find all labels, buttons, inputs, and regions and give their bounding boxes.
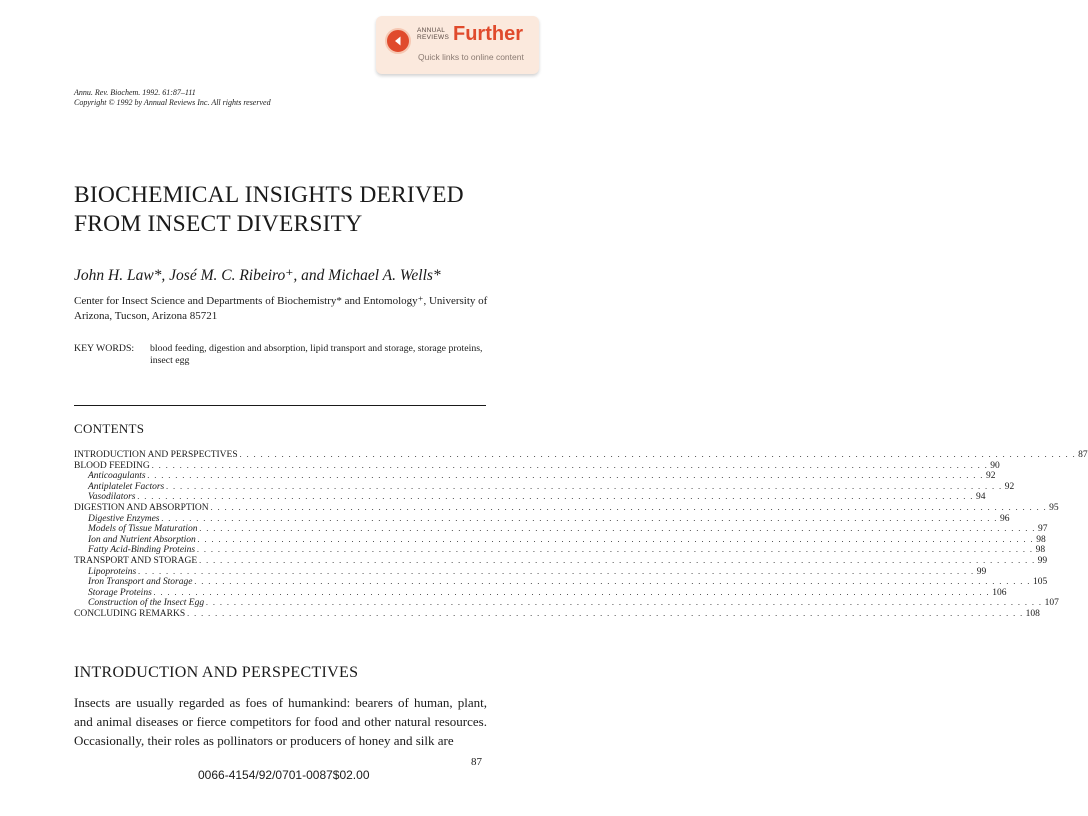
- divider: [74, 405, 486, 406]
- toc-entry-label: Lipoproteins: [88, 566, 137, 577]
- toc-entry[interactable]: [74, 513, 1010, 525]
- article-title: [74, 181, 464, 239]
- toc-entry-page: 98: [1036, 534, 1046, 545]
- toc-entry-label: Fatty Acid-Binding Proteins: [88, 545, 196, 556]
- toc-entry-label: Antiplatelet Factors: [88, 481, 165, 492]
- title-line-1: BIOCHEMICAL INSIGHTS DERIVED: [74, 182, 464, 208]
- annual-reviews-logo: [417, 27, 449, 41]
- journal-line-1: Annu. Rev. Biochem. 1992. 61:87–111: [74, 88, 196, 97]
- toc-entry[interactable]: [74, 555, 1048, 567]
- toc-entry[interactable]: [74, 587, 1007, 599]
- toc-leader-dots: . . . . . . . . . . . . . . . . . . . . . . . . . . . . . . . . . . . . . . . . . . . . . . . . . . . . . . . . . . . . . . . . . . . . . . . . . . . . . . . . . . . . . . . . . . . . . . . . . . . . . . . . . . . . . . . . . . . . . . . .: [153, 587, 991, 597]
- toc-entry[interactable]: [74, 502, 1059, 514]
- toc-entry-page: 99: [976, 566, 987, 577]
- toc-entry-page: 87: [1078, 450, 1088, 460]
- toc-entry-label: Construction of the Insect Egg: [88, 598, 205, 609]
- toc-entry-page: 95: [1049, 502, 1059, 513]
- keywords-text: blood feeding, digestion and absorption, lipid transport and storage, storage proteins, insect egg: [150, 343, 483, 366]
- page-number: 87: [471, 756, 482, 768]
- title-line-2: FROM INSECT DIVERSITY: [74, 211, 363, 237]
- table-of-contents: [74, 450, 1088, 620]
- toc-entry[interactable]: [74, 450, 1088, 461]
- toc-leader-dots: . . . . . . . . . . . . . . . . . . . . . . . . . . . . . . . . . . . . . . . . . . . . . . . . . . . . . . . . . . . . . . . . . . . . . . . . . . . . . . . . . . . . . . . . . . . . . . . . . . . . . . . . . . . . . . . . . . . . . . . .: [137, 492, 975, 502]
- toc-entry-page: 108: [1025, 608, 1040, 619]
- badge-quick-links-text[interactable]: Quick links to online content: [418, 52, 524, 62]
- badge-reviews-text: REVIEWS: [417, 34, 450, 41]
- toc-leader-dots: . . . . . . . . . . . . . . . . . . . . . . . . . . . . . . . . . . . . . . . . . . . . . . . . . . . . . . . . . . . . . . . . . . . . . . . . . . . . . . . . . . . . . . . . . . . . . . . . . . . . . . . . . . . . . . . . . . . . . . . .: [197, 534, 1035, 544]
- toc-entry-page: 98: [1035, 545, 1046, 556]
- play-back-icon: [385, 28, 411, 54]
- keywords: [74, 343, 490, 367]
- toc-entry-page: 97: [1038, 524, 1048, 535]
- toc-entry-label: INTRODUCTION AND PERSPECTIVES: [74, 450, 238, 460]
- toc-entry[interactable]: [74, 608, 1040, 620]
- toc-entry-page: 96: [1000, 513, 1010, 524]
- toc-entry-label: Anticoagulants: [88, 471, 146, 482]
- toc-entry-page: 94: [976, 492, 986, 503]
- toc-entry-label: CONCLUDING REMARKS: [74, 608, 186, 619]
- toc-entry-page: 106: [992, 587, 1007, 598]
- toc-leader-dots: . . . . . . . . . . . . . . . . . . . . . . . . . . . . . . . . . . . . . . . . . . . . . . . . . . . . . . . . . . . . . . . . . . . . . . . . . . . . . . . . . . . . . . . . . . . . . . . . . . . . . . . . . . . . . . . . . . . . . . . .: [147, 471, 985, 481]
- toc-entry-label: DIGESTION AND ABSORPTION: [74, 502, 209, 513]
- toc-entry-label: Digestive Enzymes: [88, 513, 160, 524]
- toc-entry[interactable]: [74, 481, 1015, 493]
- toc-leader-dots: . . . . . . . . . . . . . . . . . . . . . . . . . . . . . . . . . . . . . . . . . . . . . . . . . . . . . . . . . . . . . . . . . . . . . . . . . . . . . . . . . . . . . . . . . . . . . . . . . . . . . . . . . . . . . . . . . . . . . . . .: [194, 577, 1031, 587]
- toc-entry-label: Vasodilators: [88, 492, 136, 503]
- toc-entry-page: 99: [1037, 555, 1048, 566]
- toc-entry-page: 92: [1004, 481, 1015, 492]
- toc-leader-dots: . . . . . . . . . . . . . . . . . . . . . . . . . . . . . . . . . . . . . . . . . . . . . . . . . . . . . . . . . . . . . . . . . . . . . . . . . . . . . . . . . . . . . . . . . . . . . . . . . . . . . . . . . . . . . . . . . . . . . . . .: [199, 524, 1037, 534]
- toc-leader-dots: . . . . . . . . . . . . . . . . . . . . . . . . . . . . . . . . . . . . . . . . . . . . . . . . . . . . . . . . . . . . . . . . . . . . . . . . . . . . . . . . . . . . . . . . . . . . . . . . . . . . . . . . . . . . . . . . . . . . . . . .: [166, 481, 1003, 491]
- toc-entry[interactable]: [74, 492, 986, 503]
- contents-heading: CONTENTS: [74, 421, 145, 436]
- toc-entry-label: BLOOD FEEDING: [74, 460, 150, 471]
- keywords-label: KEY WORDS:: [74, 343, 135, 354]
- toc-entry[interactable]: [74, 534, 1046, 546]
- toc-leader-dots: . . . . . . . . . . . . . . . . . . . . . . . . . . . . . . . . . . . . . . . . . . . . . . . . . . . . . . . . . . . . . . . . . . . . . . . . . . . . . . . . . . . . . . . . . . . . . . . . . . . . . . . . . . . . . . . . . . . . . . . .: [161, 513, 998, 523]
- affiliation: Center for Insect Science and Departments of Biochemistry* and Entomology⁺, University of Arizona, Tucson, Arizona 85721: [74, 295, 488, 322]
- toc-leader-dots: . . . . . . . . . . . . . . . . . . . . . . . . . . . . . . . . . . . . . . . . . . . . . . . . . . . . . . . . . . . . . . . . . . . . . . . . . . . . . . . . . . . . . . . . . . . . . . . . . . . . . . . . . . . . . . . . . . . . . . . .: [197, 545, 1034, 555]
- toc-leader-dots: . . . . . . . . . . . . . . . . . . . . . . . . . . . . . . . . . . . . . . . . . . . . . . . . . . . . . . . . . . . . . . . . . . . . . . . . . . . . . . . . . . . . . . . . . . . . . . . . . . . . . . . . . . . . . . . . . . . . . . . .: [151, 460, 989, 470]
- toc-entry[interactable]: [74, 566, 987, 578]
- toc-leader-dots: . . . . . . . . . . . . . . . . . . . . . . . . . . . . . . . . . . . . . . . . . . . . . . . . . . . . . . . . . . . . . . . . . . . . . . . . . . . . . . . . . . . . . . . . . . . . . . . . . . . . . . . . . . . . . . . . . . . . . . . .: [210, 502, 1048, 512]
- toc-leader-dots: . . . . . . . . . . . . . . . . . . . . . . . . . . . . . . . . . . . . . . . . . . . . . . . . . . . . . . . . . . . . . . . . . . . . . . . . . . . . . . . . . . . . . . . . . . . . . . . . . . . . . . . . . . . . . . . . . . . . . . . .: [138, 566, 975, 576]
- toc-entry[interactable]: [74, 471, 996, 482]
- toc-entry[interactable]: [74, 460, 1000, 472]
- journal-citation: [74, 88, 271, 107]
- toc-entry[interactable]: [74, 598, 1059, 609]
- body-paragraph: Insects are usually regarded as foes of humankind: bearers of human, plant, and animal diseases or fierce competitors for food and other natural resources. Occasionally, their roles as pollinators or producers of honey and silk are: [74, 695, 487, 748]
- toc-entry[interactable]: [74, 545, 1046, 556]
- toc-entry-page: 90: [990, 460, 1000, 471]
- authors: John H. Law*, José M. C. Ribeiro⁺, and Michael A. Wells*: [74, 267, 441, 284]
- toc-entry-label: TRANSPORT AND STORAGE: [74, 555, 198, 566]
- toc-entry-label: Storage Proteins: [88, 587, 152, 598]
- toc-leader-dots: . . . . . . . . . . . . . . . . . . . . . . . . . . . . . . . . . . . . . . . . . . . . . . . . . . . . . . . . . . . . . . . . . . . . . . . . . . . . . . . . . . . . . . . . . . . . . . . . . . . . . . . . . . . . . . . . . . . . . . . .: [199, 555, 1036, 565]
- badge-annual-text: ANNUAL: [417, 27, 446, 34]
- toc-entry-page: 105: [1032, 577, 1048, 588]
- section-heading: INTRODUCTION AND PERSPECTIVES: [74, 664, 359, 681]
- toc-entry-page: 107: [1044, 598, 1059, 609]
- toc-entry-page: 92: [986, 471, 996, 482]
- journal-line-2: Copyright © 1992 by Annual Reviews Inc. All rights reserved: [74, 97, 271, 107]
- toc-entry-label: Iron Transport and Storage: [88, 577, 193, 588]
- toc-entry-label: Models of Tissue Maturation: [88, 524, 198, 535]
- toc-entry[interactable]: [74, 524, 1048, 535]
- toc-entry[interactable]: [74, 577, 1048, 588]
- badge-further-text: Further: [453, 23, 523, 45]
- toc-leader-dots: . . . . . . . . . . . . . . . . . . . . . . . . . . . . . . . . . . . . . . . . . . . . . . . . . . . . . . . . . . . . . . . . . . . . . . . . . . . . . . . . . . . . . . . . . . . . . . . . . . . . . . . . . . . . . . . . . . . . . . . .: [239, 450, 1077, 459]
- footer-code: 0066-4154/92/0701-0087$02.00: [198, 768, 370, 782]
- toc-leader-dots: . . . . . . . . . . . . . . . . . . . . . . . . . . . . . . . . . . . . . . . . . . . . . . . . . . . . . . . . . . . . . . . . . . . . . . . . . . . . . . . . . . . . . . . . . . . . . . . . . . . . . . . . . . . . . . . . . . . . . . . .: [206, 598, 1043, 608]
- toc-entry-label: Ion and Nutrient Absorption: [88, 534, 196, 545]
- further-badge[interactable]: [376, 16, 539, 74]
- toc-leader-dots: . . . . . . . . . . . . . . . . . . . . . . . . . . . . . . . . . . . . . . . . . . . . . . . . . . . . . . . . . . . . . . . . . . . . . . . . . . . . . . . . . . . . . . . . . . . . . . . . . . . . . . . . . . . . . . . . . . . . . . . .: [187, 608, 1024, 618]
